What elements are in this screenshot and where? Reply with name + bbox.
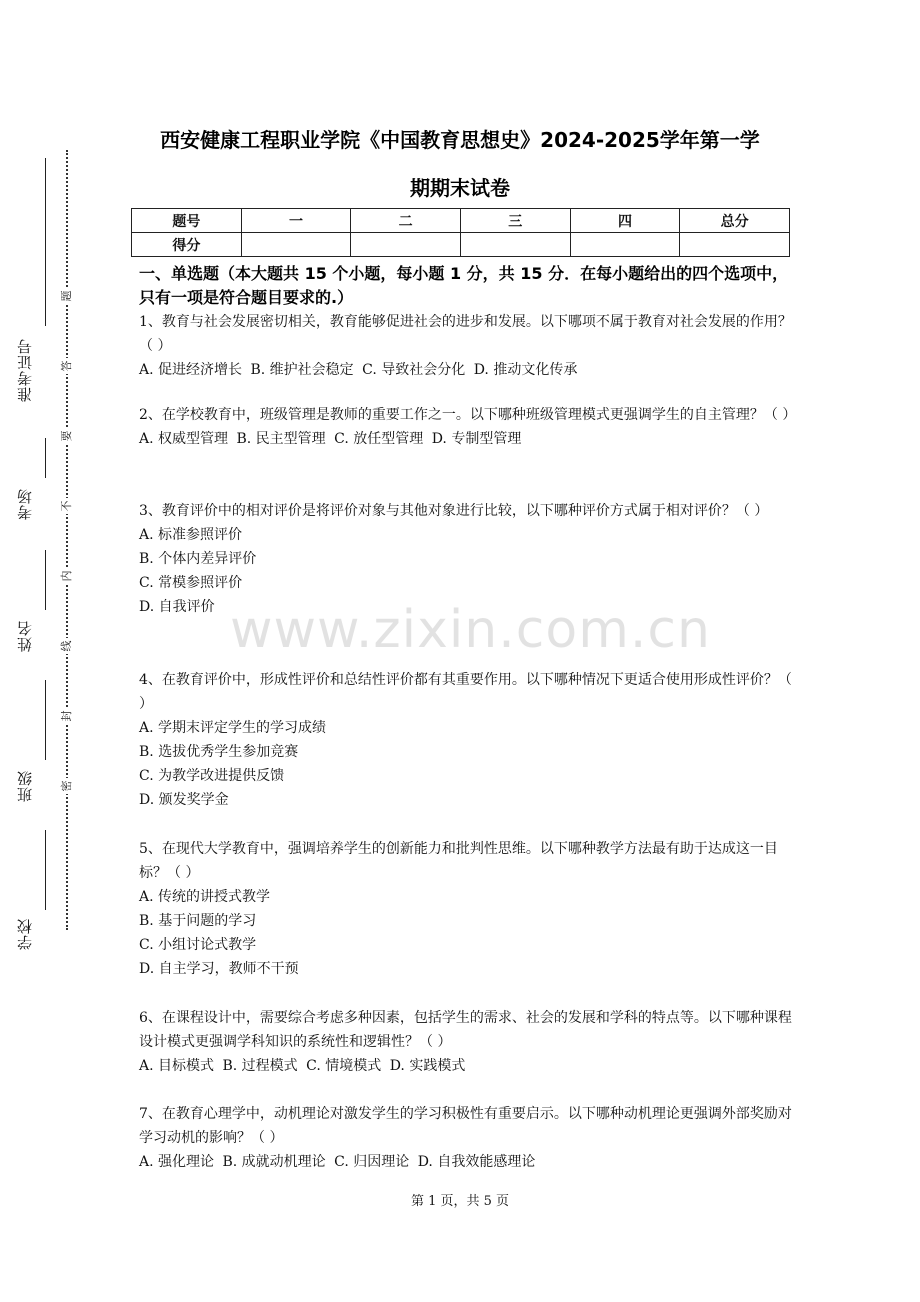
question-1: [139, 310, 794, 382]
option-a: A. 强化理论: [139, 1154, 215, 1170]
seal-char: 内: [58, 568, 74, 584]
score-input-cell[interactable]: [680, 233, 790, 257]
field-class[interactable]: [14, 680, 54, 810]
exam-title-line2: 期期末试卷: [410, 176, 510, 200]
option-c: C. 放任型管理: [334, 431, 424, 447]
question-6: [139, 1006, 794, 1078]
exam-title-line1: 西安健康工程职业学院《中国教育思想史》2024-2025学年第一学: [160, 128, 760, 152]
field-exam-room[interactable]: [14, 438, 54, 538]
question-options: [139, 1054, 794, 1078]
score-header-cell: 题号: [132, 209, 242, 233]
score-header-cell: 四: [570, 209, 680, 233]
seal-dotted-line: [66, 150, 68, 930]
page-footer: 第 1 页，共 5 页: [410, 1194, 510, 1209]
option-c: C. 情境模式: [306, 1058, 382, 1074]
field-label-school: 学校: [16, 918, 34, 950]
field-underline: [45, 830, 46, 910]
field-school[interactable]: [14, 830, 54, 950]
seal-char: 题: [58, 288, 74, 304]
option-b: B. 基于问题的学习: [139, 913, 257, 929]
option-b: B. 选拔优秀学生参加竞赛: [139, 744, 299, 760]
field-label-name: 姓名: [16, 620, 34, 652]
option-b: B. 个体内差异评价: [139, 551, 257, 567]
option-c: C. 小组讨论式教学: [139, 937, 257, 953]
option-d: D. 推动文化传承: [473, 362, 578, 378]
option-a: A. 目标模式: [139, 1058, 215, 1074]
question-stem: 6、在课程设计中，需要综合考虑多种因素，包括学生的需求、社会的发展和学科的特点等。以下哪种课程设计模式更强调学科知识的系统性和逻辑性？（ ）: [139, 1010, 792, 1050]
question-2: [139, 403, 797, 451]
option-d: D. 专制型管理: [431, 431, 522, 447]
question-5: [139, 837, 794, 981]
question-stem: 2、在学校教育中，班级管理是教师的重要工作之一。以下哪种班级管理模式更强调学生的自主管理？（ ）: [139, 407, 797, 423]
option-b: B. 成就动机理论: [222, 1154, 326, 1170]
seal-char: 要: [58, 428, 74, 444]
watermark: www.zixin.com.cn: [230, 600, 711, 660]
score-input-cell[interactable]: [460, 233, 570, 257]
score-header-cell: 三: [460, 209, 570, 233]
seal-char: 答: [58, 358, 74, 374]
field-label-class: 班级: [16, 770, 34, 802]
question-stem: 7、在教育心理学中，动机理论对激发学生的学习积极性有重要启示。以下哪种动机理论更强调外部奖励对学习动机的影响？（ ）: [139, 1106, 792, 1146]
field-label-exam-room: 考场: [16, 488, 34, 520]
score-header-cell: 总分: [680, 209, 790, 233]
option-a: A. 传统的讲授式教学: [139, 889, 271, 905]
option-d: D. 自我效能感理论: [417, 1154, 536, 1170]
option-c: C. 导致社会分化: [362, 362, 466, 378]
field-underline: [45, 550, 46, 610]
option-c: C. 常模参照评价: [139, 575, 243, 591]
score-input-cell[interactable]: [351, 233, 461, 257]
field-name[interactable]: [14, 550, 54, 660]
score-input-cell[interactable]: [241, 233, 351, 257]
binding-margin: [0, 140, 80, 960]
question-stem: 5、在现代大学教育中，强调培养学生的创新能力和批判性思维。以下哪种教学方法最有助于达成这一目标？（ ）: [139, 841, 778, 881]
option-a: A. 权威型管理: [139, 431, 229, 447]
option-b: B. 维护社会稳定: [250, 362, 354, 378]
option-d: D. 自我评价: [139, 599, 215, 615]
score-table: [131, 208, 790, 257]
field-underline: [45, 680, 46, 760]
field-label-exam-number: 准考证号: [16, 338, 34, 402]
seal-char: 封: [58, 708, 74, 724]
option-a: A. 促进经济增长: [139, 362, 243, 378]
option-c: C. 为教学改进提供反馈: [139, 768, 285, 784]
question-stem: 1、教育与社会发展密切相关，教育能够促进社会的进步和发展。以下哪项不属于教育对社会发展的作用？（ ）: [139, 314, 792, 354]
option-d: D. 实践模式: [389, 1058, 466, 1074]
score-table-header-row: [132, 209, 790, 233]
seal-char: 不: [58, 498, 74, 514]
seal-char: 线: [58, 638, 74, 654]
option-b: B. 民主型管理: [236, 431, 326, 447]
section-heading: 一、单选题（本大题共 15 个小题，每小题 1 分，共 15 分．在每小题给出的四个选项中，只有一项是符合题目要求的.）: [139, 264, 789, 307]
question-stem: 3、教育评价中的相对评价是将评价对象与其他对象进行比较，以下哪种评价方式属于相对评价？（ ）: [139, 503, 769, 519]
score-header-cell: 一: [241, 209, 351, 233]
question-4: [139, 668, 794, 812]
score-header-cell: 二: [351, 209, 461, 233]
question-7: [139, 1102, 794, 1174]
option-d: D. 自主学习，教师不干预: [139, 961, 299, 977]
field-exam-number[interactable]: [14, 158, 54, 420]
option-a: A. 标准参照评价: [139, 527, 243, 543]
question-options: [139, 358, 794, 382]
seal-char: 密: [58, 778, 74, 794]
field-underline: [45, 158, 46, 326]
question-options: [139, 1150, 794, 1174]
option-a: A. 学期末评定学生的学习成绩: [139, 720, 327, 736]
option-b: B. 过程模式: [222, 1058, 298, 1074]
option-c: C. 归因理论: [334, 1154, 410, 1170]
question-options: [139, 427, 794, 451]
option-d: D. 颁发奖学金: [139, 792, 229, 808]
score-table-row: [132, 233, 790, 257]
question-stem: 4、在教育评价中，形成性评价和总结性评价都有其重要作用。以下哪种情况下更适合使用形成性评价？（ ）: [139, 672, 792, 712]
score-row-label: 得分: [132, 233, 242, 257]
score-input-cell[interactable]: [570, 233, 680, 257]
field-underline: [45, 438, 46, 478]
